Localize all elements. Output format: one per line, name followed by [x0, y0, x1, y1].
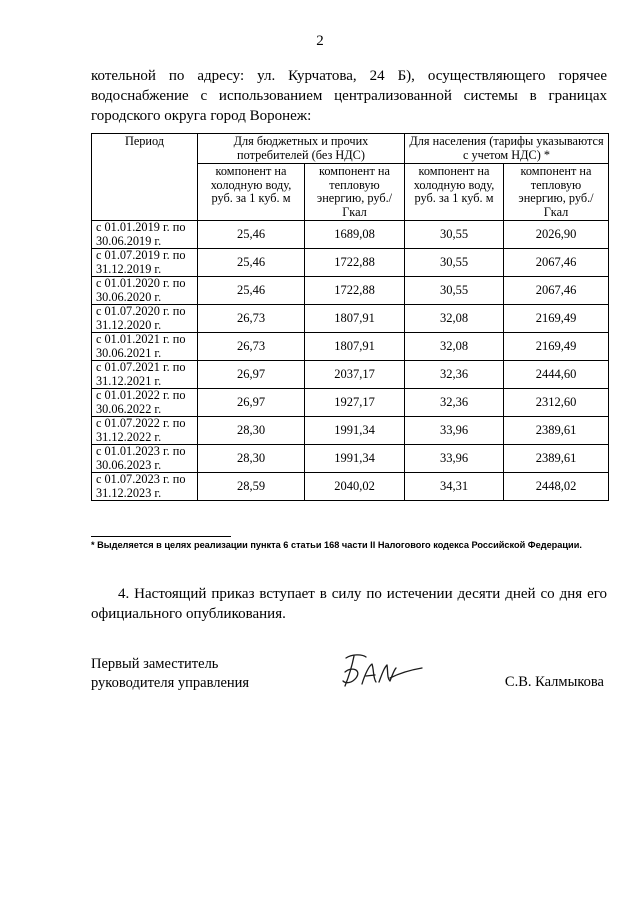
intro-paragraph [91, 66, 607, 126]
header-cold-water-population: компонент на холодную воду, руб. за 1 куб. м [405, 164, 504, 221]
table-row [92, 333, 609, 361]
cell-cold-budget: 26,73 [198, 305, 305, 333]
signer-title-line-2: руководителя управления [91, 675, 250, 691]
cell-cold-budget: 25,46 [198, 277, 305, 305]
cell-thermal-population: 2444,60 [504, 361, 609, 389]
table-row [92, 249, 609, 277]
cell-cold-population: 32,36 [405, 389, 504, 417]
header-cold-water-budget: компонент на холодную воду, руб. за 1 куб. м [198, 164, 305, 221]
cell-thermal-budget: 2040,02 [305, 473, 405, 501]
footnote: * Выделяется в целях реализации пункта 6 статьи 168 части II Налогового кодекса Российской Федерации. [91, 540, 582, 550]
handwritten-signature [332, 648, 427, 696]
cell-period: с 01.07.2020 г. по 31.12.2020 г. [92, 305, 198, 333]
cell-thermal-budget: 1927,17 [305, 389, 405, 417]
cell-thermal-population: 2067,46 [504, 277, 609, 305]
cell-period: с 01.01.2019 г. по 30.06.2019 г. [92, 221, 198, 249]
cell-thermal-population: 2448,02 [504, 473, 609, 501]
cell-cold-population: 34,31 [405, 473, 504, 501]
header-group-budget: Для бюджетных и прочих потребителей (без НДС) [198, 134, 405, 164]
header-thermal-population: компонент на тепловую энергию, руб./Гкал [504, 164, 609, 221]
clause-4 [91, 584, 607, 624]
table-row [92, 389, 609, 417]
cell-thermal-population: 2026,90 [504, 221, 609, 249]
header-group-population: Для населения (тарифы указываются с учетом НДС) * [405, 134, 609, 164]
clause-line-2: официального опубликования. [91, 606, 286, 622]
intro-line-1: котельной по адресу: ул. Курчатова, 24 Б), осуществляющего горячее [91, 68, 607, 84]
cell-thermal-population: 2169,49 [504, 305, 609, 333]
intro-line-2: водоснабжение с использованием централизованной системы в границах [91, 88, 607, 104]
table-row [92, 221, 609, 249]
cell-cold-population: 32,08 [405, 333, 504, 361]
cell-thermal-population: 2389,61 [504, 445, 609, 473]
cell-thermal-budget: 1807,91 [305, 333, 405, 361]
table-row [92, 473, 609, 501]
cell-thermal-budget: 1722,88 [305, 249, 405, 277]
header-thermal-budget: компонент на тепловую энергию, руб./Гкал [305, 164, 405, 221]
cell-thermal-budget: 1991,34 [305, 417, 405, 445]
cell-period: с 01.07.2019 г. по 31.12.2019 г. [92, 249, 198, 277]
header-period: Период [92, 134, 198, 221]
cell-thermal-budget: 1991,34 [305, 445, 405, 473]
clause-line-1: 4. Настоящий приказ вступает в силу по истечении десяти дней со дня его [118, 586, 607, 602]
cell-thermal-budget: 1722,88 [305, 277, 405, 305]
cell-cold-budget: 26,97 [198, 389, 305, 417]
cell-period: с 01.01.2023 г. по 30.06.2023 г. [92, 445, 198, 473]
cell-cold-population: 33,96 [405, 417, 504, 445]
cell-cold-budget: 28,59 [198, 473, 305, 501]
signer-title [91, 655, 249, 693]
table-row [92, 277, 609, 305]
cell-period: с 01.07.2023 г. по 31.12.2023 г. [92, 473, 198, 501]
signer-name: С.В. Калмыкова [504, 674, 604, 690]
cell-period: с 01.01.2022 г. по 30.06.2022 г. [92, 389, 198, 417]
cell-cold-population: 32,08 [405, 305, 504, 333]
cell-cold-population: 30,55 [405, 249, 504, 277]
cell-thermal-population: 2389,61 [504, 417, 609, 445]
cell-thermal-budget: 1689,08 [305, 221, 405, 249]
cell-cold-population: 30,55 [405, 221, 504, 249]
cell-thermal-population: 2169,49 [504, 333, 609, 361]
table-row [92, 361, 609, 389]
cell-cold-budget: 28,30 [198, 445, 305, 473]
cell-cold-budget: 25,46 [198, 249, 305, 277]
cell-cold-budget: 28,30 [198, 417, 305, 445]
cell-thermal-population: 2312,60 [504, 389, 609, 417]
intro-line-3: городского округа город Воронеж: [91, 108, 312, 124]
cell-period: с 01.01.2021 г. по 30.06.2021 г. [92, 333, 198, 361]
cell-period: с 01.07.2022 г. по 31.12.2022 г. [92, 417, 198, 445]
cell-period: с 01.01.2020 г. по 30.06.2020 г. [92, 277, 198, 305]
cell-cold-budget: 25,46 [198, 221, 305, 249]
tariff-table [91, 133, 609, 501]
signer-title-line-1: Первый заместитель [91, 656, 219, 672]
cell-thermal-budget: 2037,17 [305, 361, 405, 389]
table-row [92, 305, 609, 333]
footnote-divider [91, 536, 231, 537]
cell-period: с 01.07.2021 г. по 31.12.2021 г. [92, 361, 198, 389]
cell-cold-budget: 26,97 [198, 361, 305, 389]
page-number: 2 [316, 33, 324, 49]
table-row [92, 417, 609, 445]
cell-thermal-population: 2067,46 [504, 249, 609, 277]
table-row [92, 445, 609, 473]
cell-thermal-budget: 1807,91 [305, 305, 405, 333]
cell-cold-population: 32,36 [405, 361, 504, 389]
cell-cold-budget: 26,73 [198, 333, 305, 361]
cell-cold-population: 30,55 [405, 277, 504, 305]
cell-cold-population: 33,96 [405, 445, 504, 473]
